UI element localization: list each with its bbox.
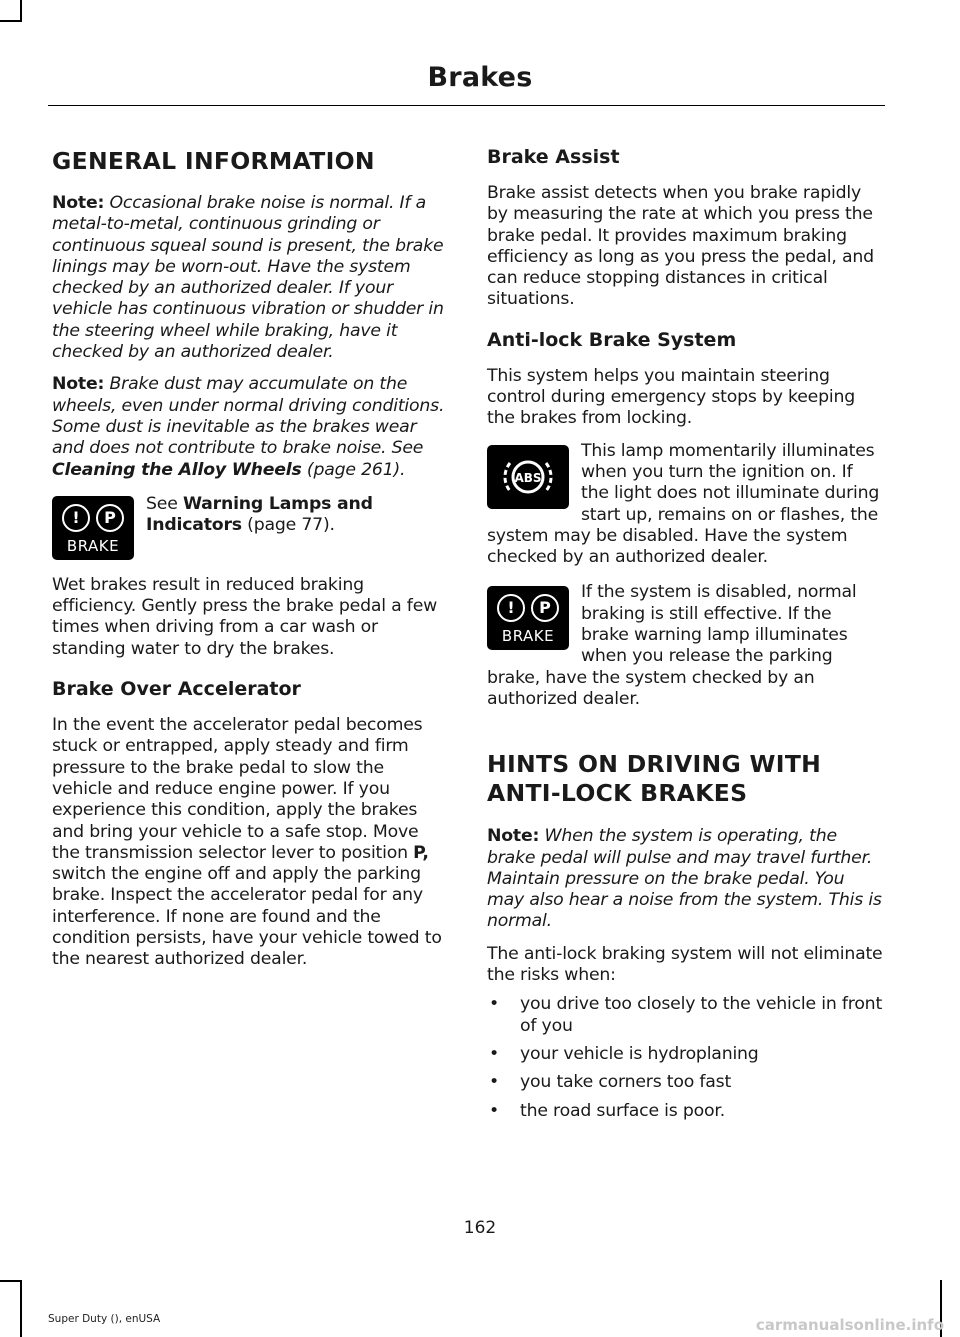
crop-mark <box>20 0 22 22</box>
brake-lamp-paragraph: If the system is disabled, normal braking is still effective. If the brake warning lamp illuminates when you release the parking brake, have the system checked by an authorized dealer. <box>487 582 857 709</box>
crop-mark <box>20 1280 22 1337</box>
footer-text: Super Duty (), enUSA <box>48 1313 161 1325</box>
abs-paragraph: This system helps you maintain steering control during emergency stops by keeping the brakes from locking. <box>487 365 855 429</box>
cross-reference-link[interactable]: Warning Lamps and Indicators <box>146 493 373 536</box>
exclamation-icon: ! <box>62 504 90 532</box>
abs-label: ABS <box>514 470 542 485</box>
list-item-text: you take corners too fast <box>520 1072 732 1093</box>
list-item: • your vehicle is hydroplaning <box>489 1043 759 1064</box>
crop-mark <box>0 20 22 22</box>
list-item: • you drive too closely to the vehicle in front of you <box>489 994 883 1036</box>
list-item: • the road surface is poor. <box>489 1100 725 1121</box>
risks-intro-paragraph: The anti-lock braking system will not eliminate the risks when: <box>487 943 883 986</box>
brake-assist-paragraph: Brake assist detects when you brake rapidly by measuring the rate at which you press the brake pedal. It provides maximum braking efficiency as long as you press the pedal, and can reduce stopping distances in critical situations. <box>487 183 874 310</box>
note-label: Note: <box>487 826 540 847</box>
list-item: • you take corners too fast <box>489 1072 732 1093</box>
note-label: Note: <box>52 374 105 395</box>
crop-mark <box>0 1280 22 1282</box>
heading-line: ANTI-LOCK BRAKES <box>487 779 748 808</box>
list-item-text: the road surface is poor. <box>520 1100 725 1121</box>
exclamation-icon: ! <box>497 594 525 622</box>
note-text: Brake dust may accumulate on the wheels, even under normal driving conditions. Some dust is inevitable as the brakes wear and does not contribute to brake noise. See <box>52 374 445 459</box>
brake-label: BRAKE <box>66 536 120 555</box>
see-label: See <box>146 493 178 514</box>
section-heading-general-information: GENERAL INFORMATION <box>52 147 375 175</box>
note-text: Occasional brake noise is normal. If a metal-to-metal, continuous grinding or continuous squeal sound is present, the brake linings may be worn-out. Have the system checked by an authorized dealer. If your vehicle has continuous vibration or shudder in the steering wheel while braking, have it checked by an authorized dealer. <box>52 193 444 363</box>
page-title: Brakes <box>427 62 533 93</box>
section-heading-hints-anti-lock <box>487 750 883 808</box>
section-heading-anti-lock-brake-system: Anti-lock Brake System <box>487 328 737 351</box>
abs-lamp-block <box>487 441 883 569</box>
lamp-reference-block <box>52 492 448 564</box>
abs-lamp-paragraph: This lamp momentarily illuminates when you turn the ignition on. If the light does not illuminate during start up, remains on or flashes, the system may be disabled. Have the system checked by an authorized dealer. <box>487 440 880 568</box>
brake-label: BRAKE <box>501 627 555 646</box>
paragraph-text: In the event the accelerator pedal becomes stuck or entrapped, apply steady and firm pressure to the brake pedal to slow the vehicle and reduce engine power. If you experience this condition, apply the brakes and bring your vehicle to a safe stop. Move the transmission selector lever to position <box>52 715 423 863</box>
brake-lamp-block <box>487 582 883 710</box>
section-heading-brake-over-accelerator: Brake Over Accelerator <box>52 678 301 701</box>
heading-line: HINTS ON DRIVING WITH <box>487 750 822 779</box>
list-item-text: you drive too closely to the vehicle in front of you <box>520 994 883 1036</box>
wet-brakes-paragraph: Wet brakes result in reduced braking efficiency. Gently press the brake pedal a few times when driving from a car wash or standing water to dry the brakes. <box>52 574 438 659</box>
list-item-text: your vehicle is hydroplaning <box>520 1043 759 1064</box>
abs-symbol-icon <box>500 453 556 501</box>
cross-reference-link[interactable]: Cleaning the Alloy Wheels <box>52 459 302 480</box>
brake-warning-lamp-icon <box>487 586 569 650</box>
risks-list <box>487 994 883 1121</box>
watermark: carmanualsonline.info <box>755 1316 944 1334</box>
page-reference: (page 77). <box>247 515 335 536</box>
note-paragraph <box>52 193 448 363</box>
parking-icon: P <box>96 504 124 532</box>
page-reference: (page 261). <box>306 459 406 480</box>
right-column <box>487 143 883 1129</box>
note-text: When the system is operating, the brake pedal will pulse and may travel further. Maintain pressure on the brake pedal. You may also hear a noise from the system. This is normal. <box>487 826 882 932</box>
note-paragraph <box>52 374 448 480</box>
left-column <box>52 146 448 982</box>
section-heading-brake-assist: Brake Assist <box>487 146 620 168</box>
page-number: 162 <box>463 1218 497 1238</box>
position-p-label: P, <box>413 842 429 863</box>
header-divider <box>48 105 885 106</box>
note-label: Note: <box>52 193 105 213</box>
abs-warning-lamp-icon <box>487 445 569 509</box>
parking-icon: P <box>531 594 559 622</box>
paragraph-text: switch the engine off and apply the parking brake. Inspect the accelerator pedal for any interference. If none are found and the condition persists, have your vehicle towed to the nearest authorized dealer. <box>52 864 442 970</box>
note-paragraph <box>487 826 883 932</box>
brake-over-accelerator-paragraph <box>52 715 448 971</box>
brake-warning-lamp-icon <box>52 496 134 560</box>
